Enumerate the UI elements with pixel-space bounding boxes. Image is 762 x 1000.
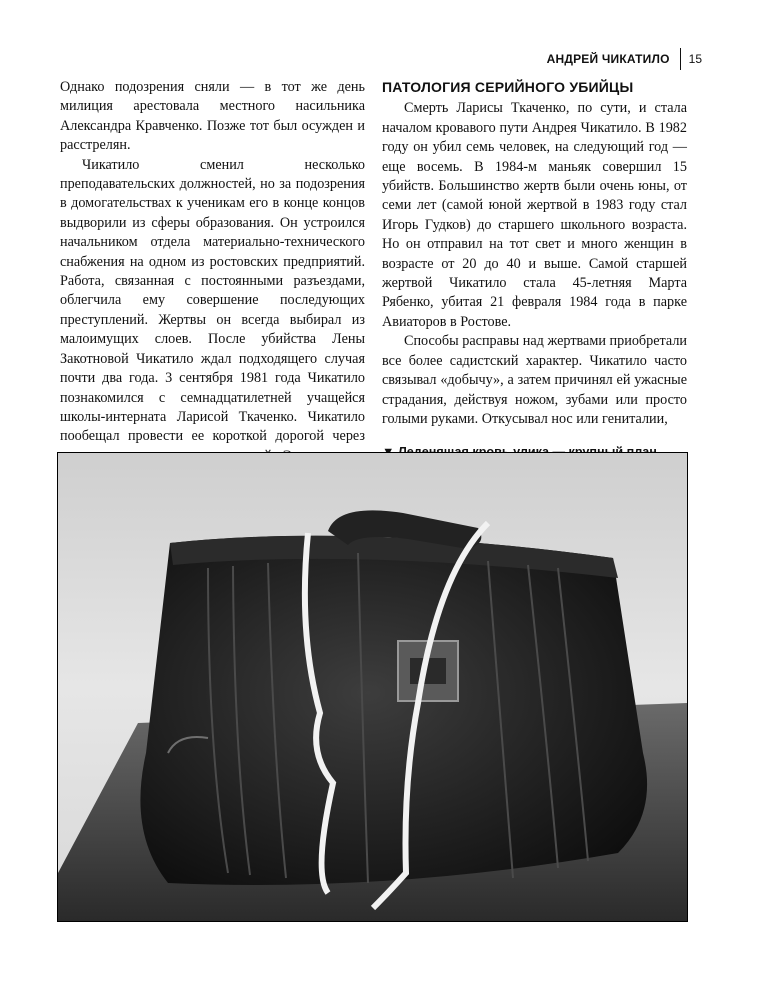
left-paragraph-2: Чикатило сменил несколько преподавательских должностей, но за подозрения в домогательствах к ученикам его в конце концов выдворили из сферы образования. Он устроился начальником отдела материально-технического снабжения на одном из ростовских предприятий. Работа, связанная с постоянными разъездами, облегчила ему совершение последующих преступлений. Жертвы он всегда выбирал из малоимущих слоев. После убийства Лены Закотновой Чикатило ждал подходящего случая почти два года. 3 сентября 1981 года Чикатило познакомился с семнадцатилетней учащейся школы-интерната Ларисой Ткаченко. Чикатило пообещал провести ее короткой дорогой через bbox=[60, 156, 365, 445]
evidence-photo bbox=[57, 452, 688, 922]
right-paragraph-2: Способы расправы над жертвами приобретали все более садистский характер. Чикатило часто связывал «добычу», а затем причинял ей ужасные страдания, действуя ножом, зубами или просто голыми руками. Откусывал нос или гениталии, bbox=[382, 333, 687, 427]
page-number: 15 bbox=[688, 52, 702, 66]
running-title: АНДРЕЙ ЧИКАТИЛО bbox=[546, 52, 670, 66]
running-head bbox=[547, 48, 702, 70]
section-title: ПАТОЛОГИЯ СЕРИЙНОГО УБИЙЦЫ bbox=[382, 79, 634, 95]
left-paragraph-1: Однако подозрения сняли — в тот же день милиция арестовала местного насильника Александра Кравченко. Позже тот был осужден и расстрелян. bbox=[60, 79, 365, 154]
bag-body bbox=[140, 536, 647, 885]
right-paragraph-1: Смерть Ларисы Ткаченко, по сути, и стала началом кровавого пути Андрея Чикатило. В 1982 году он убил семь человек, на следующий год — еще восемь. В 1984-м маньяк совершил 15 убийств. Большинство жертв были очень юны, от семи лет (самой юной жертвой в 1983 году стал Игорь Гудков) до старшего школьного возраста. Но он отправил на тот свет и много женщин в возрасте от 20 до 40 и выше. Самой старшей жертвой Чикатило стала 45-летняя Марта Рябенко, убитая 21 февраля 1984 года в парке Авиаторов в Ростове. bbox=[382, 100, 687, 330]
leather-bag-image bbox=[58, 453, 687, 921]
